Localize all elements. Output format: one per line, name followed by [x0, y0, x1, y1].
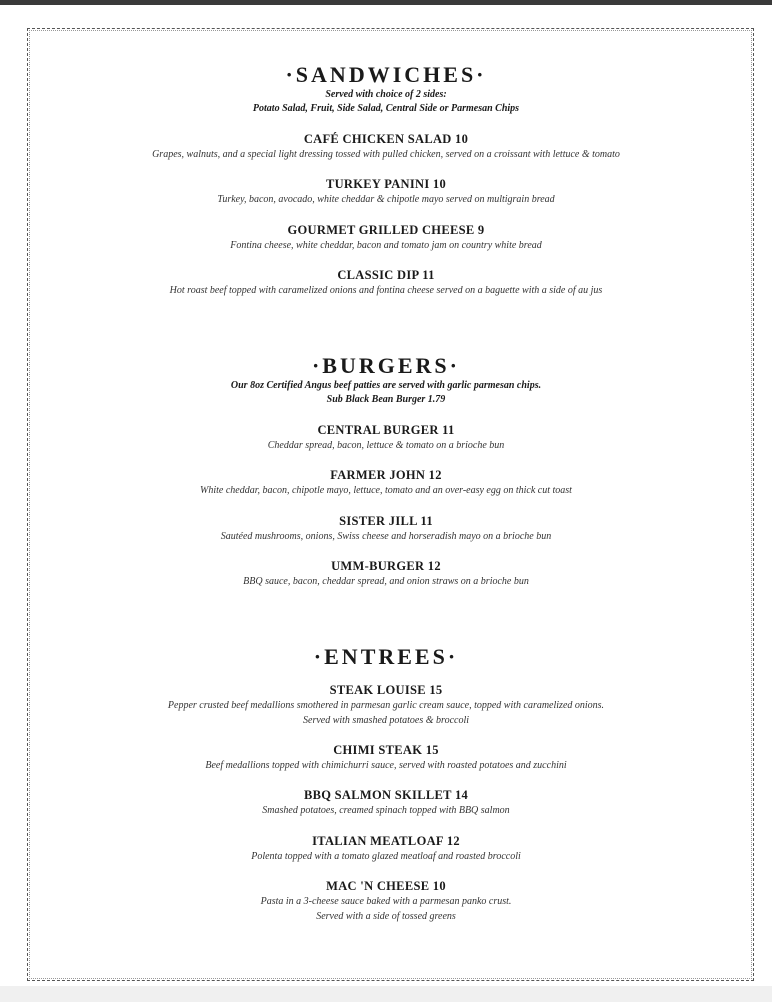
section-title: ·ENTREES·: [313, 644, 459, 669]
section-subtitle: Served with choice of 2 sides:: [325, 89, 447, 100]
menu-item: [0, 513, 772, 544]
item-name: CHIMI STEAK 15: [333, 743, 439, 757]
item-name: FARMER JOHN 12: [330, 468, 442, 482]
viewer-top-bar: [0, 0, 772, 5]
menu-item: [0, 558, 772, 589]
menu-item: [0, 467, 772, 498]
section-subtitle: Sub Black Bean Burger 1.79: [326, 394, 446, 405]
item-description: Pepper crusted beef medallions smothered in parmesan garlic cream sauce, topped with caramelized onions.: [167, 700, 605, 711]
item-description: Grapes, walnuts, and a special light dressing tossed with pulled chicken, served on a croissant with lettuce & tomato: [152, 149, 620, 160]
item-description: Sautéed mushrooms, onions, Swiss cheese and horseradish mayo on a brioche bun: [220, 531, 552, 542]
item-description: Hot roast beef topped with caramelized onions and fontina cheese served on a baguette with a side of au jus: [169, 285, 603, 296]
menu-item: [0, 787, 772, 818]
section-title: ·BURGERS·: [311, 353, 461, 378]
item-name: SISTER JILL 11: [339, 514, 433, 528]
item-name: STEAK LOUISE 15: [329, 683, 443, 697]
item-name: CLASSIC DIP 11: [337, 268, 435, 282]
item-description: BBQ sauce, bacon, cheddar spread, and onion straws on a brioche bun: [243, 576, 529, 587]
item-description: Polenta topped with a tomato glazed meatloaf and roasted broccoli: [251, 851, 521, 862]
section-title: ·SANDWICHES·: [285, 62, 487, 87]
item-description: Fontina cheese, white cheddar, bacon and tomato jam on country white bread: [230, 240, 542, 251]
menu-item: [0, 222, 772, 253]
section-subtitle: Our 8oz Certified Angus beef patties are served with garlic parmesan chips.: [230, 380, 542, 391]
menu-item: [0, 682, 772, 728]
menu-item: [0, 176, 772, 207]
menu-item: [0, 742, 772, 773]
viewer-bottom-bar: [0, 986, 772, 1002]
item-name: UMM-BURGER 12: [331, 559, 441, 573]
item-name: GOURMET GRILLED CHEESE 9: [287, 223, 485, 237]
item-name: CENTRAL BURGER 11: [317, 423, 455, 437]
item-description: Turkey, bacon, avocado, white cheddar & chipotle mayo served on multigrain bread: [217, 194, 555, 205]
item-description: Beef medallions topped with chimichurri sauce, served with roasted potatoes and zucchini: [205, 760, 567, 771]
item-name: TURKEY PANINI 10: [325, 177, 447, 191]
item-description: Served with smashed potatoes & broccoli: [303, 715, 469, 726]
item-description: Served with a side of tossed greens: [316, 911, 456, 922]
section-entrees-header: [0, 644, 772, 670]
menu-item: [0, 878, 772, 924]
section-sandwiches-header: [0, 62, 772, 116]
item-name: CAFÉ CHICKEN SALAD 10: [303, 132, 469, 146]
menu-item: [0, 267, 772, 298]
item-description: White cheddar, bacon, chipotle mayo, lettuce, tomato and an over-easy egg on thick cut toast: [200, 485, 572, 496]
menu-item: [0, 833, 772, 864]
item-description: Pasta in a 3-cheese sauce baked with a parmesan panko crust.: [260, 896, 512, 907]
item-name: MAC 'N CHEESE 10: [326, 879, 446, 893]
item-description: Smashed potatoes, creamed spinach topped with BBQ salmon: [262, 805, 510, 816]
item-name: ITALIAN MEATLOAF 12: [312, 834, 460, 848]
item-name: BBQ SALMON SKILLET 14: [303, 788, 469, 802]
menu-item: [0, 422, 772, 453]
item-description: Cheddar spread, bacon, lettuce & tomato on a brioche bun: [267, 440, 505, 451]
section-subtitle: Potato Salad, Fruit, Side Salad, Central Side or Parmesan Chips: [252, 103, 520, 114]
menu-item: [0, 131, 772, 162]
section-burgers-header: [0, 353, 772, 407]
